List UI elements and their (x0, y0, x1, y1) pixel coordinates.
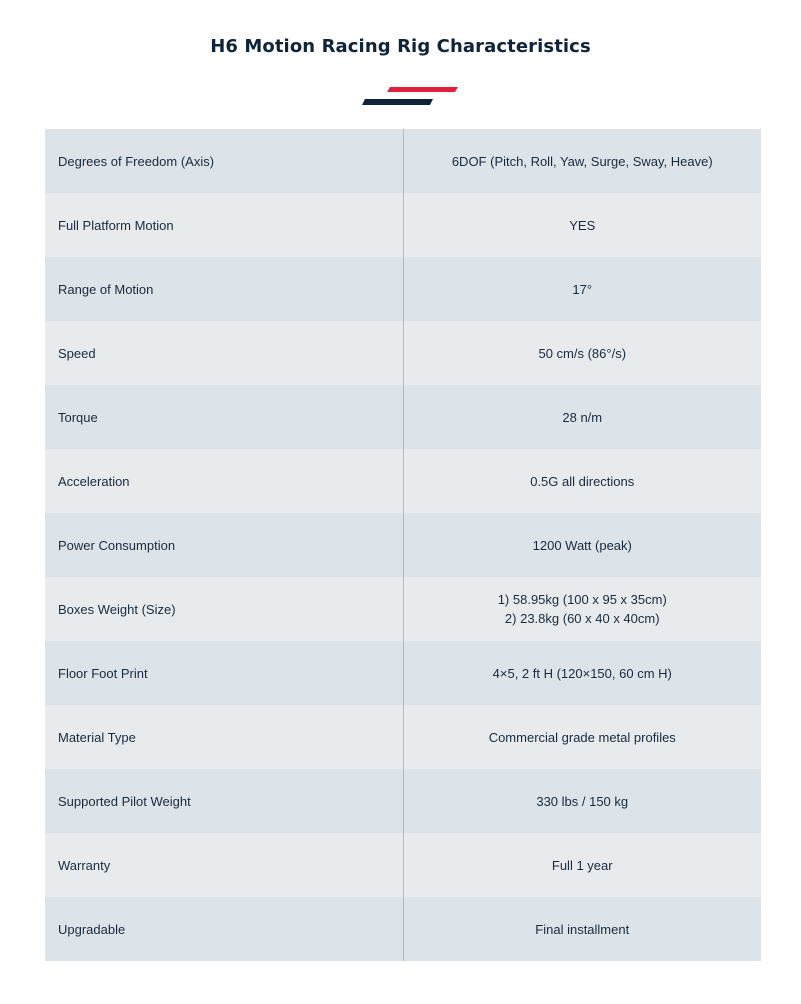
spec-value-line: 2) 23.8kg (60 x 40 x 40cm) (504, 611, 660, 626)
table-row (45, 449, 761, 513)
table-row (45, 193, 761, 257)
spec-value (403, 513, 761, 577)
spec-value (403, 577, 761, 641)
navy-stripe (362, 99, 433, 105)
table-row (45, 769, 761, 833)
spec-value-line: 1) 58.95kg (100 x 95 x 35cm) (497, 592, 667, 607)
spec-label: Acceleration (45, 449, 403, 513)
table-row (45, 897, 761, 961)
spec-label: Warranty (45, 833, 403, 897)
spec-value (403, 897, 761, 961)
spec-value-line: YES (569, 217, 596, 233)
spec-value (403, 449, 761, 513)
table-row (45, 705, 761, 769)
spec-label: Range of Motion (45, 257, 403, 321)
spec-value-line: 6DOF (Pitch, Roll, Yaw, Surge, Sway, Heave) (451, 153, 713, 169)
spec-label: Supported Pilot Weight (45, 769, 403, 833)
spec-value-line: 4×5, 2 ft H (120×150, 60 cm H) (492, 665, 672, 681)
title-underline-stripes (362, 86, 458, 106)
table-row (45, 833, 761, 897)
spec-value-line: 1200 Watt (peak) (532, 537, 632, 553)
table-row (45, 513, 761, 577)
spec-label: Boxes Weight (Size) (45, 577, 403, 641)
spec-value (403, 769, 761, 833)
spec-value-line: 17° (572, 281, 593, 297)
spec-value (403, 705, 761, 769)
spec-value-line: 0.5G all directions (530, 473, 635, 489)
specifications-table-body (45, 129, 761, 961)
spec-value (403, 833, 761, 897)
spec-value (403, 641, 761, 705)
spec-value (403, 129, 761, 193)
table-row (45, 321, 761, 385)
spec-label: Torque (45, 385, 403, 449)
spec-value-line: Final installment (535, 921, 630, 937)
page-title: H6 Motion Racing Rig Characteristics (210, 36, 591, 57)
spec-value (403, 385, 761, 449)
spec-label: Material Type (45, 705, 403, 769)
spec-label: Floor Foot Print (45, 641, 403, 705)
spec-label: Upgradable (45, 897, 403, 961)
spec-value (403, 193, 761, 257)
table-row (45, 577, 761, 641)
table-row (45, 129, 761, 193)
spec-value-line: Full 1 year (551, 857, 613, 873)
spec-label: Speed (45, 321, 403, 385)
red-stripe (387, 87, 458, 92)
table-row (45, 257, 761, 321)
table-row (45, 641, 761, 705)
spec-label: Power Consumption (45, 513, 403, 577)
spec-value-line: 28 n/m (562, 409, 603, 425)
spec-label: Degrees of Freedom (Axis) (45, 129, 403, 193)
spec-value-line: 330 lbs / 150 kg (536, 793, 629, 809)
spec-value-line: Commercial grade metal profiles (488, 729, 676, 745)
spec-value (403, 257, 761, 321)
specifications-table (45, 129, 761, 961)
table-row (45, 385, 761, 449)
spec-value (403, 321, 761, 385)
spec-value-line: 50 cm/s (86°/s) (538, 345, 627, 361)
spec-label: Full Platform Motion (45, 193, 403, 257)
